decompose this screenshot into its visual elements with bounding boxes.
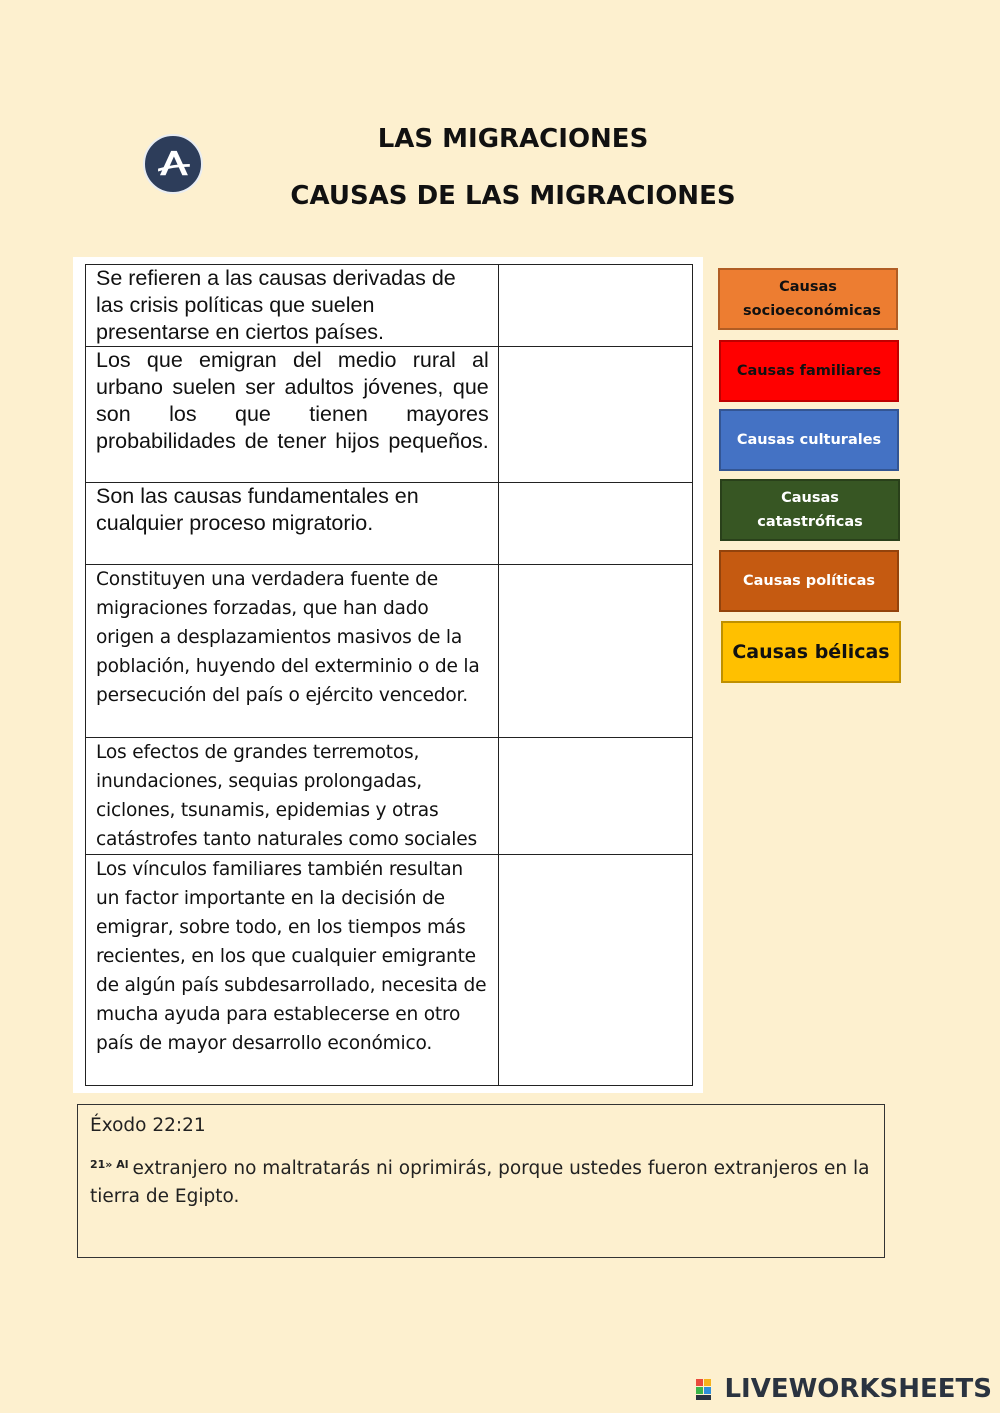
table-row [86, 483, 693, 565]
quote-reference: Éxodo 22:21 [90, 1115, 206, 1136]
table-row [86, 347, 693, 483]
liveworksheets-wordmark: LIVEWORKSHEETS [724, 1374, 992, 1404]
answer-drop-zone[interactable] [498, 265, 692, 347]
table-row [86, 855, 693, 1086]
verse-number: 21» Al [90, 1158, 129, 1171]
option-catastroficas[interactable]: Causas catastróficas [720, 479, 900, 541]
answer-drop-zone[interactable] [498, 483, 692, 565]
row-description: Los efectos de grandes terremotos, inundaciones, sequias prolongadas, ciclones, tsunamis, epidemias y otras catástrofes tanto naturales como sociales [86, 738, 499, 855]
page-title: LAS MIGRACIONES [377, 124, 649, 154]
answer-drop-zone[interactable] [498, 738, 692, 855]
row-description: Los que emigran del medio rural al urbano suelen ser adultos jóvenes, que son los que tienen mayores probabilidades de tener hijos pequeños. [86, 347, 499, 483]
quote-text: $^{21» Al}$ extranjero no maltratarás ni oprimirás, porque ustedes fueron extranjeros en la tierra de Egipto. [90, 1158, 870, 1207]
answer-drop-zone[interactable] [498, 565, 692, 738]
option-politicas[interactable]: Causas políticas [719, 550, 899, 612]
option-culturales[interactable]: Causas culturales [719, 409, 899, 471]
answer-drop-zone[interactable] [498, 855, 692, 1086]
liveworksheets-logo-icon [695, 1376, 721, 1402]
row-description: Se refieren a las causas derivadas de las crisis políticas que suelen presentarse en ciertos países. [86, 265, 499, 347]
matching-table-panel [73, 257, 703, 1093]
matching-table [85, 264, 693, 1086]
table-row [86, 265, 693, 347]
table-row [86, 738, 693, 855]
option-familiares[interactable]: Causas familiares [719, 340, 899, 402]
option-belicas[interactable]: Causas bélicas [721, 621, 901, 683]
liveworksheets-brand [695, 1374, 992, 1404]
table-row [86, 565, 693, 738]
row-description: Constituyen una verdadera fuente de migraciones forzadas, que han dado origen a desplazamientos masivos de la población, huyendo del exterminio o de la persecución del país o ejército vencedor. [86, 565, 499, 738]
row-description: Son las causas fundamentales en cualquier proceso migratorio. [86, 483, 499, 565]
answer-drop-zone[interactable] [498, 347, 692, 483]
page-subtitle: CAUSAS DE LAS MIGRACIONES [290, 181, 736, 211]
option-socioeconomicas[interactable]: Causas socioeconómicas [718, 268, 898, 330]
row-description: Los vínculos familiares también resultan un factor importante en la decisión de emigrar, sobre todo, en los tiempos más recientes, en los que cualquier emigrante de algún país subdesarrollado, necesita de mucha ayuda para establecerse en otro país de mayor desarrollo económico. [86, 855, 499, 1086]
bible-quote-box [77, 1104, 885, 1258]
